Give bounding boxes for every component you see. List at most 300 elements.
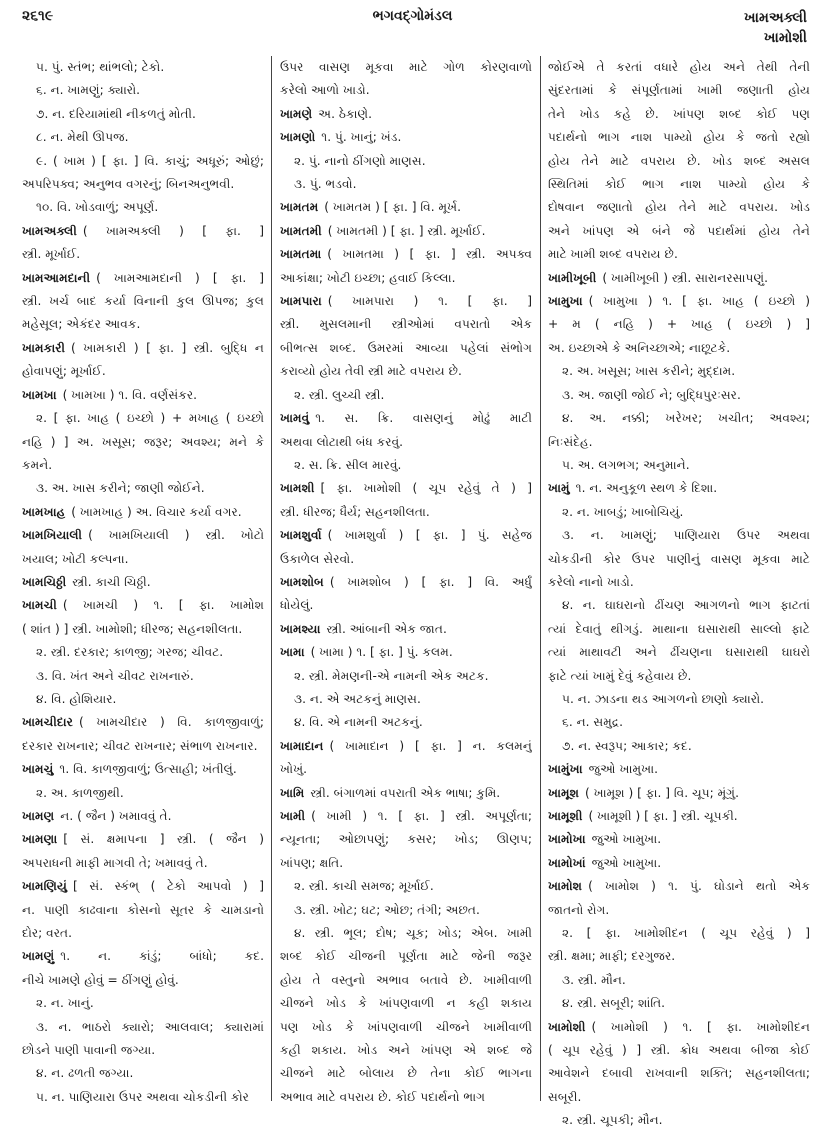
definition-text: ૩. વિ. ખંત અને ચીવટ રાખનારું. [36,668,194,683]
definition-text: ૯. ( ખામ ) [ ફા. ] વિ. કાચું; અધૂરું; ઓછું; [36,153,264,168]
headword: ખામૂશી [548,809,583,823]
definition-text: ૧. ન. અનુકૂળ સ્થળ કે દિશા. [575,481,718,496]
definition-text: આકાંક્ષા; ખોટી ઇચ્છા; હવાઈ કિલ્લા. [280,270,456,285]
headword: ખામઅક્લી [22,223,77,238]
headword: ખામાદાન [280,738,324,753]
definition-text: ( ખામઅક્લી ) [ ફા. ] [82,223,264,238]
definition-text: [ ફા. ખામોશી ( ચૂપ રહેવું તે ) ] [320,481,532,496]
definition-text: ૨. સ્ત્રી. લુચ્ચી સ્ત્રી. [294,387,385,402]
entry-headword-line [280,782,532,805]
definition-text: ( ખામૂશી ) [ ફા. ] સ્ત્રી. ચૂપકી. [588,809,738,823]
definition-text: દોષવાન જણાતો હોય તેને માટે વપરાય. ખોડ [548,200,810,215]
definition-text: ૪. સ્ત્રી. ભૂલ; દોષ; ચૂક; ખોડ; એબ. ખામી [294,926,532,941]
definition-text: સ્ત્રી. મુસલમાની સ્ત્રીઓમાં વપરાતો એક [280,317,532,332]
entry-line [548,501,810,524]
entry-line [280,313,532,336]
definition-text: ન. ( જૈન ) ખમાવવું તે. [60,809,172,823]
entry-line [280,337,532,360]
definition-text: ૭. ન. સ્વરૂપ; આકાર; કદ. [562,738,692,753]
definition-text: સ્ત્રી. બંગાળમાં વપરાતી એક ભાષા; કુમિ. [310,785,501,800]
entry-line [548,899,810,922]
entry-line [22,735,264,758]
definition-text: ( ખામકારી ) [ ફા. ] સ્ત્રી. બુદ્ધિ ન [71,340,264,355]
entry-headword-line [548,805,810,828]
definition-text: ૩. ન. ખામણું; પાણિયારા ઉપર અથવા [562,528,810,543]
definition-text: ( ખામઆમદાની ) [ ફા. ] [96,270,264,285]
entry-line [280,79,532,102]
entry-headword-line [22,501,264,524]
headword: ખામા [280,645,305,660]
definition-text: ફાટે ત્યાં ખામું દેવું કહેવાય છે. [548,668,692,683]
definition-text: ૨. [ ફા. ખાહ ( ઇચ્છો ) + મખાહ ( ઇચ્છો [36,411,264,426]
definition-text: ( ખામુખા ) ૧. [ ફા. ખાહ ( ઇચ્છો ) [588,294,810,309]
definition-text: જુઓ ખામુખા. [591,832,662,847]
headword: ખામણ [22,809,55,823]
definition-text: કમને. [22,457,53,472]
definition-text: જુઓ ખામુખા. [591,855,662,870]
entry-line [548,945,810,968]
definition-text: ૪. વિ. હોશિયાર. [36,691,117,706]
entry-line [548,969,810,992]
definition-text: ૨. સ્ત્રી. કાચી સમજ; મૂર્ખાઈ. [294,879,434,894]
definition-text: ૪. ન. ઘાઘરાનો ઢીંચણ આગળનો ભાગ ફાટતાં [562,598,810,613]
entry-line [548,337,810,360]
definition-text: ( ખામતમા ) [ ફા. ] સ્ત્રી. અપક્વ [327,247,532,262]
entry-headword-line [22,267,264,290]
entry-line [280,992,532,1015]
entry-line [548,56,810,79]
definition-text: સ્થિતિમાં કોઈ ભાગ નાશ પામ્યો હોય કે [548,177,810,192]
definition-text: ૨. સ્ત્રી. મેમણની-એ નામની એક અટક. [294,668,489,683]
headword: ખામચી [22,598,57,613]
entry-headword-line [280,805,532,828]
column-divider [271,56,272,1101]
entry-line [548,454,810,477]
headword: ખામુંખા [548,762,583,777]
entry-headword-line [280,290,532,313]
definition-text: ન. પાણી કાઢવાના કોસનો સૂતર કે ચામડાનો [22,902,264,917]
definition-text: ( ખામચી ) ૧. [ ફા. ખામોશ [62,598,264,613]
definition-text: ન્યૂનતા; ઓછાપણું; કસર; ખોડ; ઊણપ; [280,832,532,847]
entry-line [548,594,810,617]
entry-line [548,618,810,641]
definition-text: ૫. ન. પાણિયારા ઉપર અથવા ચોકડીની કોર [36,1089,249,1104]
entry-line [280,150,532,173]
definition-text: ( ખામખા ) ૧. વિ. વર્ણસંકર. [62,387,198,402]
definition-text: હોવાપણું; મૂર્ખાઈ. [22,364,106,379]
definition-text: ૧૦. વિ. ખોડવાળું; અપૂર્ણ. [36,200,159,215]
headword: ખામશોબ [280,574,324,589]
definition-text: સ્ત્રી. મૂર્ખાઈ. [22,247,81,262]
definition-text: ૧. વિ. કાળજીવાળું; ઉત્સાહી; ખંતીલું. [59,762,237,777]
definition-text: ( ખામચીદાર ) વિ. કાળજીવાળું; [78,715,264,730]
entry-line [280,1016,532,1039]
headword: ખામીખૂબી [548,270,597,285]
definition-text: ખાંપણ; ક્ષતિ. [280,855,344,870]
headword: ખામખિયાલી [22,528,83,543]
entry-line [548,384,810,407]
entry-line [22,79,264,102]
definition-text: ખયાલ; ખોટી કલ્પના. [22,551,129,566]
definition-text: ૩. અ. જાણી જોઈ ને; બુદ્ધિપુરઃસર. [562,387,741,402]
definition-text: ચીજને માટે બોલાય છે તેના કોઈ ભાગના [280,1066,532,1081]
definition-text: ( ખામોશી ) ૧. [ ફા. ખામોશીદન [591,1019,810,1034]
definition-text: ૨. સ. ક્રિ. સીલ મારવું. [294,457,402,472]
entry-line [280,56,532,79]
entry-line [22,1039,264,1062]
definition-text: ( ખામપારા ) ૧. [ ફા. ] [327,294,532,309]
entry-line [548,735,810,758]
definition-text: પણ ખોડ કે ખાંપણવાળી ચીજને ખામીવાળી [280,1019,532,1034]
entry-line [280,431,532,454]
definition-text: ૩. ન. એ અટકનું માણસ. [294,691,421,706]
definition-text: [ સં. ક્ષમાપના ] સ્ત્રી. ( જૈન ) [63,832,264,847]
headword: ખામશી [280,481,315,496]
guide-word-first: ખામઅક્લી [744,10,807,26]
definition-text: ૨. સ્ત્રી. ચૂપકી; મૌન. [562,1113,663,1128]
definition-text: ( ખામૂશ ) [ ફા. ] વિ. ચૂપ; મૂંગું. [585,785,739,800]
entry-line [548,103,810,126]
entry-headword-line [280,196,532,219]
headword: ખામણા [22,832,58,847]
entry-line [548,1109,810,1132]
entry-line [22,899,264,922]
entry-line [280,1062,532,1085]
definition-text: ૮. ન. મેથી ઊપજ. [36,130,129,145]
headword: ખામખાહ [22,504,66,519]
definition-text: ત્યાં માથાવટી અને ઢીંચણના ઘસારાથી ઘાઘરો [548,645,810,660]
definition-text: ૫. પું. સ્તંભ; થાંભલો; ટેકો. [36,60,165,74]
headword: ખામકારી [22,340,65,355]
definition-text: ( ખામશુર્વા ) [ ફા. ] પું. સહેજ [327,528,532,543]
definition-text: ત્યાં દેવાતું થીગડું. માથાના ઘસારાથી સાલ્લો ફાટે [548,621,810,636]
definition-text: સુંદરતામાં કે સંપૂર્ણતામાં ખામી જણાતી હોય [548,83,810,98]
headword: ખામોશ [548,879,583,894]
headword: ખામતમ [280,200,319,215]
headword: ખામું [548,481,570,496]
entry-line [22,196,264,219]
headword: ખામઆમદાની [22,270,91,285]
entry-line [22,665,264,688]
headword: ખામતમા [280,247,322,262]
entry-headword-line [22,220,264,243]
entry-line [22,313,264,336]
entry-line [22,922,264,945]
definition-text: ચીજને ખોડ કે ખાંપણવાળી ન કહી શકાય [280,996,532,1011]
entry-line [548,407,810,430]
definition-text: જુઓ ખામુખા. [588,762,659,777]
headword: ખામિ [280,785,305,800]
entry-line [280,665,532,688]
entry-line [280,899,532,922]
definition-text: ( ખામી ) ૧. [ ફા. ] સ્ત્રી. અપૂર્ણતા; [311,809,532,823]
definition-text: છોડને પાણી પાવાની જગ્યા. [22,1043,156,1058]
entry-line [280,828,532,851]
definition-text: અ. ઠેકાણે. [318,106,373,121]
entry-headword-line [22,384,264,407]
definition-text: નિઃસંદેહ. [548,434,593,449]
entry-headword-line [280,220,532,243]
column-2 [280,56,532,1109]
definition-text: ૬. ન. ખામણું; ક્યારો. [36,83,141,98]
definition-text: ( ખામખિયાલી ) સ્ત્રી. ખોટો [88,528,264,543]
definition-text: અથવા લોટાથી બંધ કરવું. [280,434,404,449]
column-divider [540,56,541,1101]
headword: ખામશુર્વા [280,528,322,543]
entry-headword-line [22,594,264,617]
definition-text: ( ખામોશ ) ૧. પું. ઘોડાને થતો એક [588,879,810,894]
headword: ખામણું [22,949,55,964]
book-title: ભગવદ્ગોમંડલ [372,8,453,24]
entry-line [548,524,810,547]
headword: ખામચું [22,762,54,777]
definition-text: કરાવ્યો હોય તેવી સ્ત્રી માટે વપરાય છે. [280,364,462,379]
entry-line [280,969,532,992]
headword: ખામી [280,809,306,823]
entry-headword-line [280,407,532,430]
entry-line [22,103,264,126]
definition-text: સ્ત્રી. આંબાની એક જાત. [326,621,447,636]
definition-text: નહિ ) ] અ. ખસૂસ; જરૂર; અવશ્ય; મને કે [22,434,264,449]
definition-text: ( ખામતમ ) [ ફા. ] વિ. મૂર્ખ. [324,200,462,215]
entry-headword-line [280,103,532,126]
entry-headword-line [280,735,532,758]
definition-text: ૨. પું. નાનો ઠીંગણો માણસ. [294,153,426,168]
definition-text: દરકાર રાખનાર; ચીવટ રાખનાર; સંભાળ રાખનાર. [22,738,258,753]
definition-text: ૪. સ્ત્રી. સબૂરી; શાંતિ. [562,996,666,1011]
entry-line [280,945,532,968]
headword: ખામોશી [548,1019,586,1034]
entry-line [280,548,532,571]
headword: ખામતમી [280,223,322,238]
definition-text: કહી શકાય. ખોડ અને ખાંપણ એ શબ્દ જે [280,1043,532,1058]
entry-line [548,641,810,664]
entry-line [548,126,810,149]
definition-text: ૬. ન. સમુદ્ર. [562,715,623,730]
entry-headword-line [22,337,264,360]
entry-line [22,243,264,266]
definition-text: અને ખાંપણ એ બંને જે પદાર્થમાં હોય તેને [548,223,810,238]
entry-headword-line [548,875,810,898]
definition-text: ધોયેલું. [280,598,314,613]
headword: ખામચીદાર [22,715,73,730]
definition-text: [ સં. સ્કંભ્ ( ટેકો આપવો ) ] [72,879,264,894]
entry-line [548,548,810,571]
entry-headword-line [280,571,532,594]
definition-text: ૩. સ્ત્રી. મૌન. [562,972,626,987]
definition-text: નીચે ખામણે હોવું = ઠીંગણું હોવું. [22,972,179,987]
entry-headword-line [280,524,532,547]
entry-headword-line [548,758,810,781]
entry-line [22,407,264,430]
entry-headword-line [22,875,264,898]
entry-line [280,875,532,898]
definition-text: + મ ( નહિ ) + ખાહ ( ઇચ્છો ) ] [548,317,810,332]
definition-text: ૨. અ. કાળજીથી. [36,785,124,800]
entry-line [280,267,532,290]
definition-text: ઉપર વાસણ મૂકવા માટે ગોળ કોરણવાળો [280,60,532,74]
headword: ખામખા [22,387,57,402]
entry-headword-line [22,945,264,968]
headword: ખામોખા [548,832,586,847]
entry-line [280,922,532,945]
definition-text: ૨. અ. ખસૂસ; ખાસ કરીને; મુદ્દામ. [562,364,736,379]
entry-line [280,852,532,875]
entry-line [22,548,264,571]
entry-line [22,150,264,173]
entry-line [548,665,810,688]
definition-text: ૨. ન. ખાબડું; ખાબોચિયું. [562,504,684,519]
definition-text: કરેલો નાનો ખાડો. [548,574,634,589]
definition-text: અભાવ માટે વપરાય છે. કોઈ પદાર્થનો ભાગ [280,1089,486,1104]
definition-text: કરેલો આળો ખાડો. [280,83,370,98]
entry-line [22,56,264,79]
definition-text: ૨. સ્ત્રી. દરકાર; કાળજી; ગરજ; ચીવટ. [36,645,224,660]
entry-headword-line [548,782,810,805]
entry-line [548,79,810,102]
definition-text: ૩. અ. ખાસ કરીને; જાણી જોઈને. [36,481,205,496]
entry-line [548,196,810,219]
entry-line [22,1016,264,1039]
definition-text: મહેસૂલ; એકંદર આવક. [22,317,141,332]
guide-words [744,8,807,48]
entry-headword-line [22,758,264,781]
entry-line [22,1062,264,1085]
definition-text: ખોખું. [280,762,307,777]
entry-line [280,758,532,781]
entry-line [548,1062,810,1085]
entry-headword-line [280,641,532,664]
entry-line [22,782,264,805]
headword: ખામશ્યા [280,621,321,636]
headword: ખામણિયું [22,879,67,894]
entry-line [280,1039,532,1062]
entry-line [548,313,810,336]
entry-line [548,150,810,173]
definition-text: ૧. સ. ક્રિ. વાસણનું મોઢું માટી [315,411,532,426]
definition-text: ૪. અ. નક્કી; ખરેખર; ખચીત; અવશ્ય; [562,411,810,426]
entry-line [22,969,264,992]
entry-line [280,454,532,477]
definition-text: માટે ખામી શબ્દ વપરાય છે. [548,247,678,262]
entry-headword-line [548,828,810,851]
entry-line [280,173,532,196]
entry-line [548,1039,810,1062]
definition-text: સ્ત્રી. ક્ષમા; માફી; દરગુજર. [548,949,676,964]
entry-line [548,173,810,196]
entry-line [22,431,264,454]
entry-headword-line [548,477,810,500]
entry-line [22,290,264,313]
definition-text: ૧. ન. કાંડું; બાંધો; કદ. [60,949,264,964]
entry-headword-line [548,852,810,875]
entry-line [548,571,810,594]
definition-text: સ્ત્રી. ધીરજ; ધૈર્ય; સહનશીલતા. [280,504,430,519]
definition-text: ૨. [ ફા. ખામોશીદન ( ચૂપ રહેવું ) ] [562,926,810,941]
definition-text: ( ચૂપ રહેવું ) ] સ્ત્રી. ક્રોધ અથવા બીજા કોઈ [548,1043,810,1058]
entry-line [280,1086,532,1109]
entry-line [22,992,264,1015]
headword: ખામુખા [548,294,583,309]
headword: ખામણો [280,130,316,145]
entry-headword-line [22,524,264,547]
column-1 [22,56,264,1109]
definition-text: સ્ત્રી. ખર્ચ બાદ કર્યા વિનાની કુલ ઊપજ; કુલ [22,294,264,309]
definition-text: શબ્દ કોઈ ચીજની પૂર્ણતા માટે જેની જરૂર [280,949,532,964]
definition-text: ( ખામશોબ ) [ ફા. ] વિ. અર્ધું [329,574,532,589]
entry-line [22,641,264,664]
definition-text: હોય તેને માટે વપરાય છે. ખોડ શબ્દ અસલ [548,153,810,168]
definition-text: અ. ઇચ્છાએ કે અનિચ્છાએ; નાછૂટકે. [548,340,731,355]
definition-text: ૩. પું. ભડવો. [294,177,357,192]
headword: ખામચિઠ્ઠી [22,574,67,589]
entry-line [280,711,532,734]
entry-line [22,852,264,875]
entry-line [280,360,532,383]
definition-text: તેને ખોડ કહે છે. ખાંપણ શબ્દ કોઈ પણ [548,106,810,121]
entry-headword-line [22,711,264,734]
headword: ખામૂશ [548,785,580,800]
definition-text: પદાર્થનો ભાગ નાશ પામ્યો હોય કે જતો રહ્યો [548,130,810,145]
definition-text: અપરિપક્વ; અનુભવ વગરનું; બિનઅનુભવી. [22,177,235,192]
definition-text: ( ખામા ) ૧. [ ફા. ] પું. કલમ. [310,645,453,660]
definition-text: ૫. અ. લગભગ; અનુમાને. [562,457,690,472]
entry-line [548,431,810,454]
definition-text: જાતનો રોગ. [548,902,610,917]
definition-text: ૨. ન. ખાનું. [36,996,94,1011]
entry-line [280,501,532,524]
column-3 [548,56,810,1133]
definition-text: ૩. સ્ત્રી. ખોટ; ઘટ; ઓછ; તંગી; અછત. [294,902,480,917]
headword: ખામણે [280,106,313,121]
definition-text: અપરાધની માફી માગવી તે; ખમાવવું તે. [22,855,208,870]
entry-line [548,922,810,945]
entry-line [22,360,264,383]
entry-headword-line [280,126,532,149]
definition-text: ( ખામીખૂબી ) સ્ત્રી. સારાનરસાપણું. [602,270,768,285]
definition-text: બીભત્સ શબ્દ. ઉમરમાં આવ્યા પહેલાં સંભોગ [280,340,532,355]
entry-headword-line [22,805,264,828]
definition-text: ૩. ન. ભાઠરો ક્યારો; આલવાલ; ક્યારામાં [36,1019,264,1034]
entry-line [548,688,810,711]
definition-text: ૪. વિ. એ નામની અટકનું. [294,715,423,730]
definition-text: ( ખામખાહ ) અ. વિચાર કર્યા વગર. [71,504,242,519]
entry-line [280,688,532,711]
entry-line [548,220,810,243]
entry-headword-line [280,477,532,500]
headword: ખામોખાં [548,855,586,870]
definition-text: ( ખામાદાન ) [ ફા. ] ન. કલમનું [329,738,532,753]
definition-text: જોઈએ તે કરતાં વધારે હોય અને તેથી તેની [548,60,810,74]
headword: ખામવું [280,411,310,426]
entry-line [548,360,810,383]
entry-line [548,711,810,734]
definition-text: ( ખામતમી ) [ ફા. ] સ્ત્રી. મૂર્ખાઈ. [327,223,486,238]
entry-line [548,992,810,1015]
entry-headword-line [22,571,264,594]
entry-line [22,173,264,196]
definition-text: ચોકડીની કોર ઉપર પાણીનું વાસણ મૂકવા માટે [548,551,810,566]
guide-word-last: ખામોશી [763,30,807,46]
entry-line [22,454,264,477]
entry-headword-line [548,1016,810,1039]
entry-line [22,1086,264,1109]
entry-line [548,243,810,266]
entry-headword-line [280,243,532,266]
entry-headword-line [280,618,532,641]
entry-headword-line [22,828,264,851]
headword: ખામપારા [280,294,322,309]
